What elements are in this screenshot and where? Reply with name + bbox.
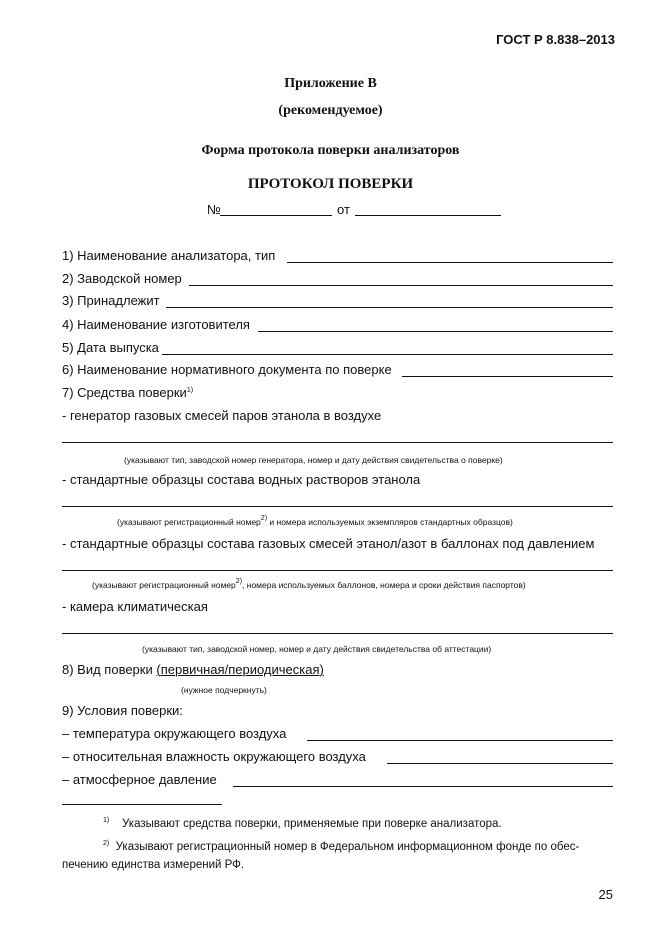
generator-field[interactable]: [62, 442, 613, 443]
humidity-field[interactable]: [387, 763, 613, 764]
protocol-title: ПРОТОКОЛ ПОВЕРКИ: [247, 176, 414, 192]
liquid-standards-hint: (указывают регистрационный номер$^{2)}$ и номера используемых экземпляров стандартных образцов): [117, 515, 513, 527]
owner-field[interactable]: [166, 307, 613, 308]
appendix-status: (рекомендуемое): [278, 103, 383, 118]
page-number: 25: [598, 887, 613, 902]
tool-gas-standards: - стандартные образцы состава газовых смесей этанол/азот в баллонах под давлением: [62, 536, 595, 551]
condition-temperature: – температура окружающего воздуха: [62, 726, 287, 741]
release-date-field[interactable]: [162, 354, 613, 355]
form-title: Форма протокола поверки анализаторов: [201, 143, 460, 158]
temperature-field[interactable]: [307, 740, 613, 741]
item-owner: 3) Принадлежит: [62, 293, 160, 308]
verification-type-value[interactable]: (первичная/периодическая): [156, 662, 324, 677]
tool-generator: - генератор газовых смесей паров этанола в воздухе: [62, 408, 382, 423]
standard-number: ГОСТ Р 8.838–2013: [496, 32, 615, 47]
appendix-title: Приложение В: [284, 76, 377, 91]
item-serial-number: 2) Заводской номер: [62, 271, 182, 286]
item-analyzer-name: 1) Наименование анализатора, тип: [62, 248, 276, 263]
footnote-2: $^{2)}$ Указывают регистрационный номер в Федеральном информационном фонде по обес-: [103, 840, 580, 853]
footnote-1: $^{1)}$ Указывают средства поверки, применяемые при поверке анализатора.: [103, 817, 502, 830]
verification-type-hint: (нужное подчеркнуть): [181, 685, 267, 695]
liquid-standards-field[interactable]: [62, 506, 613, 507]
condition-humidity: – относительная влажность окружающего воздуха: [62, 749, 366, 764]
climate-chamber-hint: (указывают тип, заводской номер, номер и дату действия свидетельства об аттестации): [142, 644, 492, 654]
item-verification-tools: 7) Средства поверки$^{1)}$: [62, 385, 194, 400]
date-prefix: от: [337, 202, 350, 217]
verification-type: 8) Вид поверки (первичная/периодическая): [62, 662, 324, 677]
number-prefix: №: [207, 202, 221, 217]
item-manufacturer: 4) Наименование изготовителя: [62, 317, 250, 332]
number-field[interactable]: [220, 215, 332, 216]
manufacturer-field[interactable]: [258, 331, 613, 332]
item-release-date: 5) Дата выпуска: [62, 340, 159, 355]
pressure-field[interactable]: [233, 786, 613, 787]
analyzer-name-field[interactable]: [287, 262, 613, 263]
gas-standards-field[interactable]: [62, 570, 613, 571]
date-field[interactable]: [355, 215, 501, 216]
tool-liquid-standards: - стандартные образцы состава водных растворов этанола: [62, 472, 421, 487]
climate-chamber-field[interactable]: [62, 633, 613, 634]
gas-standards-hint: (указывают регистрационный номер$^{2)}$, номера используемых баллонов, номера и сроки действия паспортов): [92, 578, 526, 590]
verification-conditions: 9) Условия поверки:: [62, 703, 183, 718]
item-normative-document: 6) Наименование нормативного документа по поверке: [62, 362, 392, 377]
footnote-separator: [62, 804, 222, 805]
serial-number-field[interactable]: [189, 285, 613, 286]
tool-climate-chamber: - камера климатическая: [62, 599, 208, 614]
generator-hint: (указывают тип, заводской номер генератора, номер и дату действия свидетельства о поверке): [124, 455, 503, 465]
normative-document-field[interactable]: [402, 376, 613, 377]
footnote-2-continued: печению единства измерений РФ.: [62, 859, 245, 871]
condition-pressure: – атмосферное давление: [62, 772, 217, 787]
